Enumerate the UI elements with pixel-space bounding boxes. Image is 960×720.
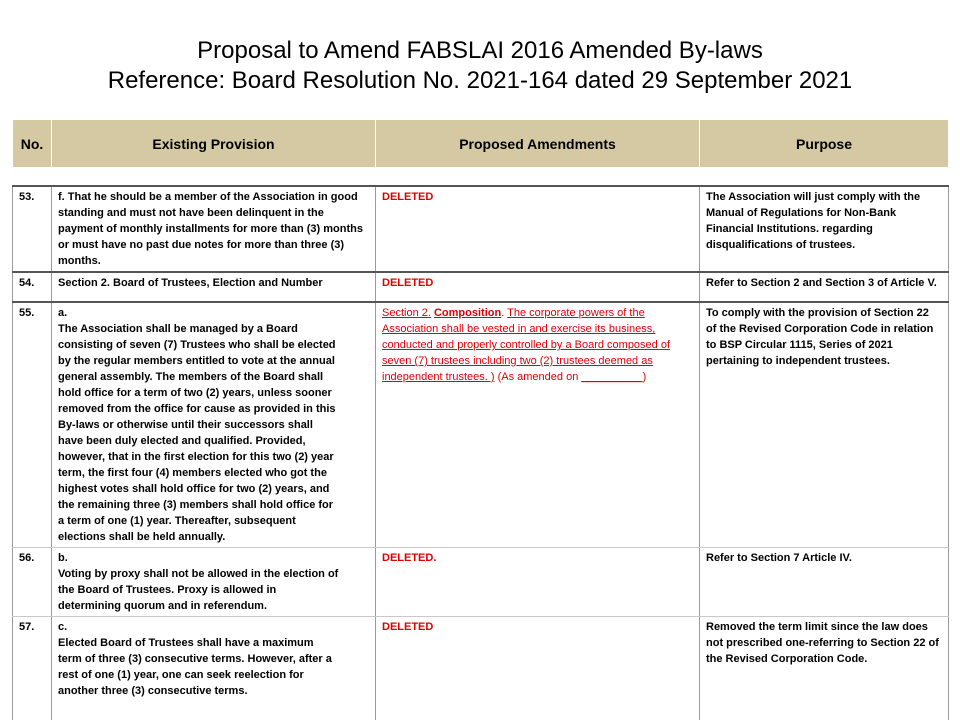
existing-provision-cell: Section 2. Board of Trustees, Election and Number	[52, 272, 376, 302]
row-number: 54.	[13, 272, 52, 302]
proposed-amendment-cell: Section 2. Composition. The corporate powers of the Association shall be vested in and exercise its business, conducted and properly controlled by a Board composed of seven (7) trustees including two (2) trustees deemed as independent trustees. ) (As amended on __________)	[376, 302, 700, 548]
header-purpose: Purpose	[700, 120, 949, 168]
proposed-amended-note: (As amended on	[497, 371, 582, 383]
existing-provision-cell: f. That he should be a member of the Association in good standing and must not have been delinquent in the payment of monthly installments for more than (3) months or must have no past due notes for more than three (3) months.	[52, 186, 376, 272]
table-row	[13, 302, 949, 548]
sub-item-letter: b.	[58, 552, 68, 564]
sub-item-letter: a.	[58, 307, 68, 319]
existing-provision-text: Elected Board of Trustees shall have a maximum term of three (3) consecutive terms. However, after a rest of one (1) year, one can seek reelection for another three (3) consecutive terms.	[58, 637, 332, 697]
page-title	[0, 36, 960, 96]
header-existing-provision: Existing Provision	[52, 120, 376, 168]
table-row	[13, 617, 949, 720]
purpose-cell: Refer to Section 2 and Section 3 of Article V.	[700, 272, 949, 302]
proposed-amendment-cell: DELETED	[376, 617, 700, 720]
proposed-amended-blank: __________	[581, 371, 643, 383]
title-line-1: Proposal to Amend FABSLAI 2016 Amended By-laws	[197, 37, 763, 64]
proposed-section-body: The corporate powers of the Association shall be vested in and exercise its business, conducted and properly controlled by a Board composed of seven (7) trustees including two (2) trustees deemed as independent trustees. )	[382, 307, 671, 383]
existing-provision-text: The Association shall be managed by a Board consisting of seven (7) Trustees who shall be elected by the regular members entitled to vote at the annual general assembly. The members of the Board shall hold office for a term of two (2) years, unless sooner removed from the office for cause as provided in this By-laws or otherwise until their successors shall have been duly elected and qualified. Provided, however, that in the first election for this two (2) year term, the first four (4) members elected who got the highest votes shall hold office for two (2) years, and the remaining three (3) members shall hold office for a term of one (1) year. Thereafter, subsequent elections shall be held annually.	[58, 323, 336, 543]
purpose-cell: To comply with the provision of Section 22 of the Revised Corporation Code in relation to BSP Circular 1115, Series of 2021 pertaining to independent trustees.	[700, 302, 949, 548]
purpose-cell: Removed the term limit since the law does not prescribed one-referring to Section 22 of the Revised Corporation Code.	[700, 617, 949, 720]
header-proposed-amendments: Proposed Amendments	[376, 120, 700, 168]
proposed-amended-close: )	[642, 371, 647, 383]
row-number: 53.	[13, 186, 52, 272]
proposed-amendment-cell: DELETED.	[376, 548, 700, 617]
table-row	[13, 548, 949, 617]
table-header	[12, 119, 949, 168]
sub-item-letter: c.	[58, 621, 68, 633]
purpose-cell: Refer to Section 7 Article IV.	[700, 548, 949, 617]
title-line-2: Reference: Board Resolution No. 2021-164 dated 29 September 2021	[107, 67, 853, 94]
existing-provision-cell	[52, 617, 376, 720]
row-number: 55.	[13, 302, 52, 548]
row-number: 57.	[13, 617, 52, 720]
existing-provision-text: Voting by proxy shall not be allowed in the election of the Board of Trustees. Proxy is allowed in determining quorum and in referendum.	[58, 568, 339, 612]
table-row	[13, 272, 949, 302]
proposed-section-number: Section 2.	[382, 307, 431, 319]
existing-provision-cell	[52, 548, 376, 617]
purpose-cell: The Association will just comply with the Manual of Regulations for Non-Bank Financial Institutions. regarding disqualifications of trustees.	[700, 186, 949, 272]
proposed-amendment-cell: DELETED	[376, 186, 700, 272]
existing-provision-cell	[52, 302, 376, 548]
header-no: No.	[13, 120, 52, 168]
amendments-table	[12, 185, 949, 720]
table-row	[13, 186, 949, 272]
proposed-amendment-cell: DELETED	[376, 272, 700, 302]
row-number: 56.	[13, 548, 52, 617]
proposed-section-heading: Composition	[433, 307, 502, 319]
